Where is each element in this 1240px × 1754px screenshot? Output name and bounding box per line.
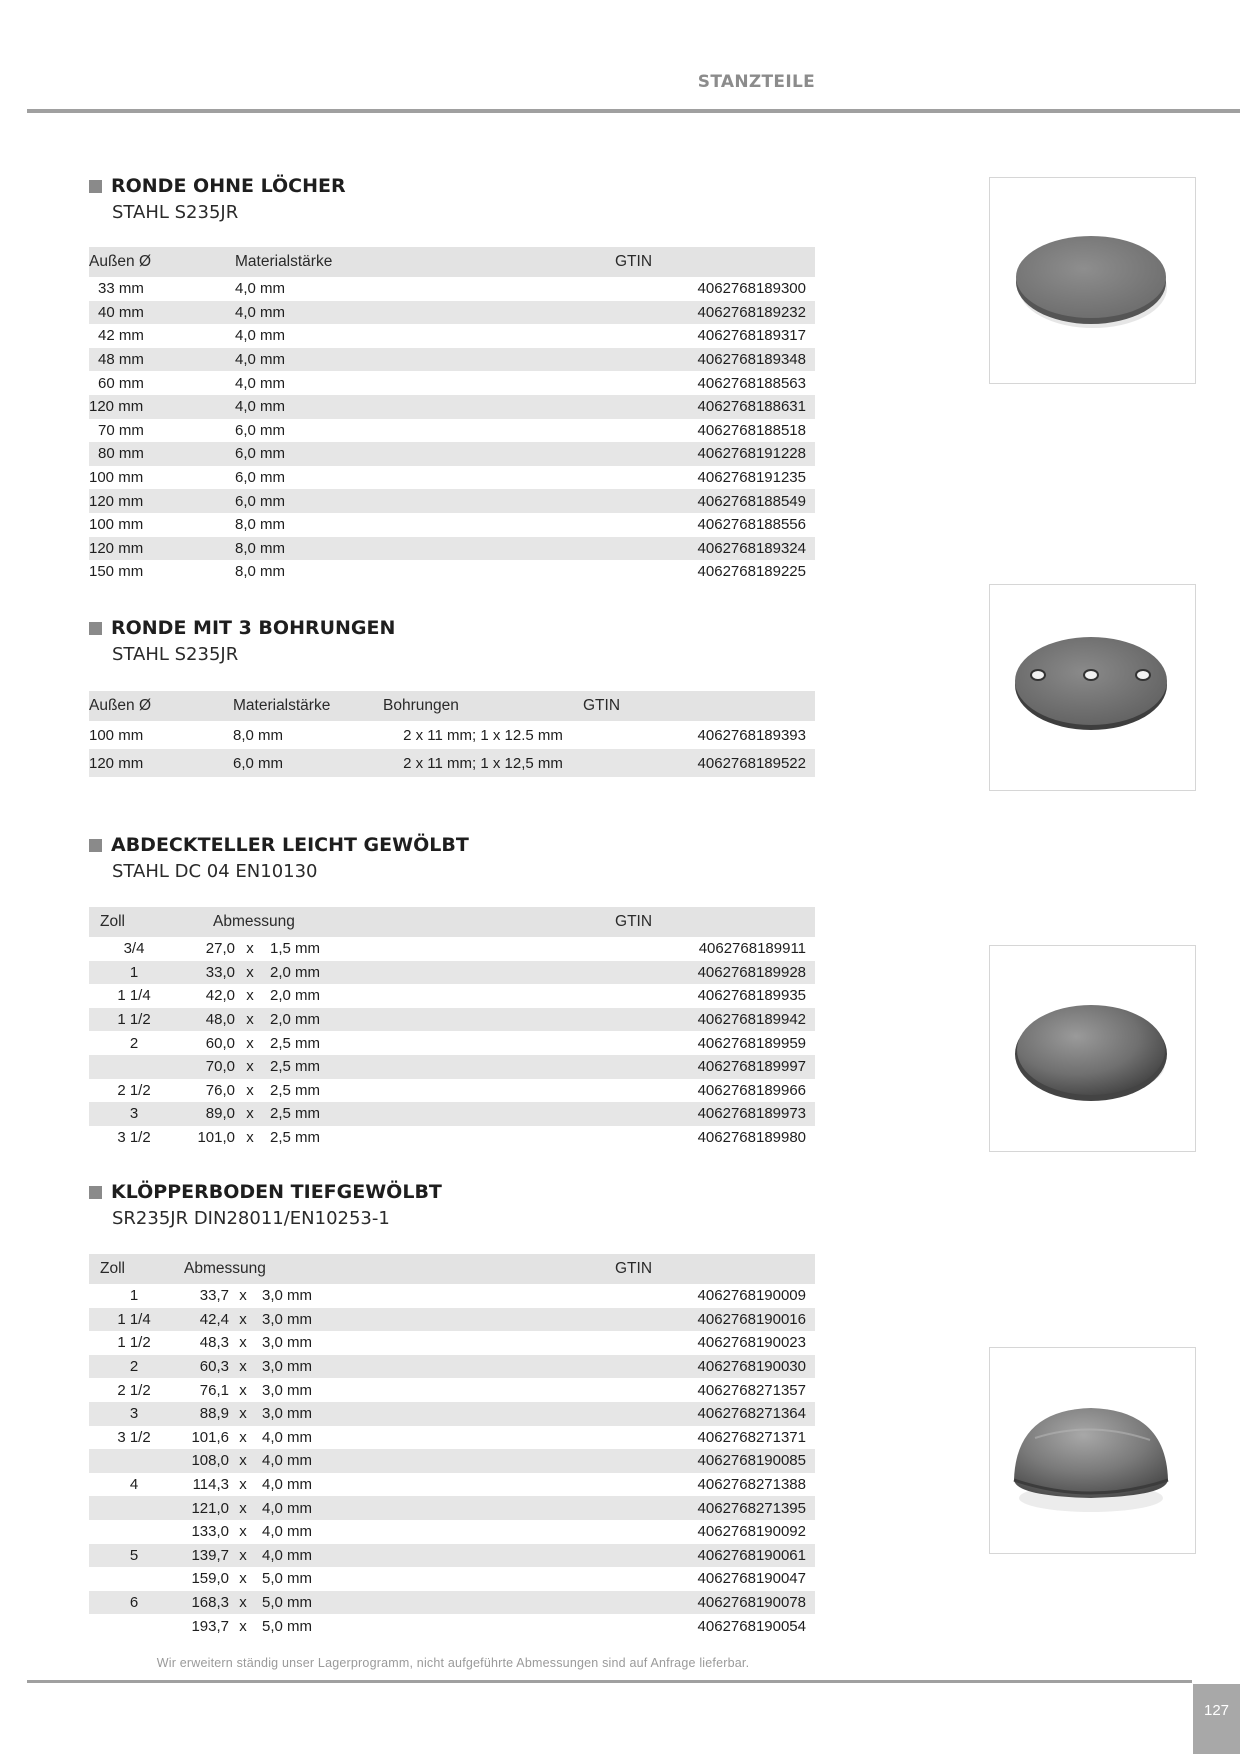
inch-size-cell: 6: [89, 1591, 179, 1615]
diameter-cell: 139,7: [179, 1544, 229, 1568]
domed-cap-image: [990, 946, 1195, 1151]
separator-cell: x: [239, 1334, 247, 1352]
table-row: [89, 1591, 815, 1615]
holes-cell: 2 x 11 mm; 1 x 12,5 mm: [383, 749, 583, 777]
table-row: [89, 1378, 815, 1402]
thickness-cell: 4,0 mm: [235, 327, 286, 345]
thickness-cell: 6,0 mm: [235, 469, 286, 487]
table-row: [89, 1055, 815, 1079]
wall-thickness-cell: 3,0 mm: [257, 1402, 615, 1426]
section-subtitle: STAHL S235JR: [112, 202, 239, 223]
gtin-cell: 4062768271364: [615, 1402, 815, 1426]
gtin-cell: 4062768189959: [697, 1034, 807, 1052]
page-number-box: [1193, 1684, 1240, 1754]
column-header: Abmessung: [179, 907, 615, 937]
inch-size-cell: 2: [129, 1034, 139, 1052]
wall-thickness-cell: 4,0 mm: [262, 1523, 313, 1541]
column-header: Außen Ø: [89, 691, 233, 721]
inch-size-cell: [89, 1520, 179, 1544]
separator-cell: x: [239, 1287, 247, 1305]
table-row: [89, 1008, 815, 1032]
table-row: [89, 1284, 815, 1308]
separator-cell: x: [239, 1523, 247, 1541]
table-row: [89, 937, 815, 961]
wall-thickness-cell: 4,0 mm: [257, 1544, 615, 1568]
product-photo-ronde-mit-bohrungen: [989, 584, 1196, 791]
table-row: [89, 721, 815, 749]
thickness-cell: 6,0 mm: [235, 442, 615, 466]
gtin-cell: 4062768188563: [697, 374, 806, 392]
outer-diameter-cell: 40 mm: [89, 301, 235, 325]
table-row: [89, 961, 815, 985]
wall-thickness-cell: 4,0 mm: [262, 1428, 313, 1446]
inch-size-cell: 1 1/4: [89, 1308, 179, 1332]
table-row: [89, 984, 815, 1008]
page-header-title: STANZTEILE: [697, 72, 815, 92]
separator-cell: x: [246, 987, 254, 1005]
inch-size-cell: 1: [89, 961, 179, 985]
table-row: [89, 1614, 815, 1638]
table-row: [89, 489, 815, 513]
table-row: [89, 513, 815, 537]
section-title: [89, 1180, 442, 1204]
separator-cell: x: [246, 1034, 254, 1052]
data-table: [89, 247, 815, 584]
gtin-cell: 4062768190085: [615, 1449, 815, 1473]
wall-thickness-cell: 1,5 mm: [270, 940, 321, 958]
outer-diameter-cell: 70 mm: [98, 421, 144, 439]
inch-size-cell: 2 1/2: [117, 1381, 151, 1399]
diameter-cell: 101,6: [191, 1428, 229, 1446]
gtin-cell: 4062768189966: [697, 1081, 807, 1099]
section-subtitle: STAHL DC 04 EN10130: [112, 861, 318, 882]
column-header: GTIN: [615, 247, 815, 277]
square-bullet-icon: [89, 622, 102, 635]
separator-cell: x: [229, 1449, 257, 1473]
wall-thickness-cell: 2,5 mm: [270, 1034, 321, 1052]
table-row: [89, 466, 815, 490]
diameter-cell: 42,4: [179, 1308, 229, 1332]
separator-cell: x: [229, 1308, 257, 1332]
gtin-cell: 4062768189980: [697, 1129, 807, 1147]
holes-cell: 2 x 11 mm; 1 x 12.5 mm: [403, 726, 563, 744]
outer-diameter-cell: 48 mm: [89, 348, 235, 372]
table-row: [89, 537, 815, 561]
table-row: [89, 1079, 815, 1103]
footer-note: Wir erweitern ständig unser Lagerprogramm, nicht aufgeführte Abmessungen sind auf Anfrage lieferbar.: [156, 1656, 750, 1670]
inch-size-cell: 4: [129, 1476, 139, 1494]
outer-diameter-cell: 33 mm: [98, 280, 144, 298]
outer-diameter-cell: 100 mm: [89, 516, 144, 534]
table-row: [89, 1126, 815, 1150]
table-row: [89, 395, 815, 419]
separator-cell: x: [239, 1476, 247, 1494]
thickness-cell: 4,0 mm: [235, 301, 615, 325]
wall-thickness-cell: 3,0 mm: [262, 1287, 313, 1305]
diameter-cell: 48,0: [179, 1008, 235, 1032]
section-title-text: RONDE OHNE LÖCHER: [111, 175, 346, 197]
outer-diameter-cell: 80 mm: [89, 442, 235, 466]
wall-thickness-cell: 5,0 mm: [257, 1591, 615, 1615]
inch-size-cell: 3 1/2: [117, 1129, 151, 1147]
data-table: [89, 1254, 815, 1638]
gtin-cell: 4062768189348: [615, 348, 815, 372]
table-header-row: [89, 247, 815, 277]
table-row: [89, 419, 815, 443]
thickness-cell: 6,0 mm: [235, 489, 615, 513]
gtin-cell: 4062768189393: [697, 726, 806, 744]
wall-thickness-cell: 2,0 mm: [265, 1008, 615, 1032]
inch-size-cell: 2 1/2: [117, 1081, 151, 1099]
table-row: [89, 1473, 815, 1497]
thickness-cell: 4,0 mm: [235, 348, 615, 372]
separator-cell: x: [246, 1129, 254, 1147]
diameter-cell: 76,0: [205, 1081, 235, 1099]
wall-thickness-cell: 2,5 mm: [265, 1102, 615, 1126]
plain-disc-image: [990, 178, 1195, 383]
inch-size-cell: 2: [89, 1355, 179, 1379]
diameter-cell: 114,3: [192, 1476, 229, 1494]
thickness-cell: 6,0 mm: [235, 421, 286, 439]
product-photo-kloepperboden: [989, 1347, 1196, 1554]
product-photo-ronde-ohne-loecher: [989, 177, 1196, 384]
gtin-cell: 4062768271388: [697, 1476, 806, 1494]
diameter-cell: 193,7: [191, 1617, 229, 1635]
table-row: [89, 442, 815, 466]
wall-thickness-cell: 2,5 mm: [270, 1081, 321, 1099]
table-row: [89, 1449, 815, 1473]
wall-thickness-cell: 2,5 mm: [270, 1129, 321, 1147]
gtin-cell: 4062768188549: [615, 489, 815, 513]
inch-size-cell: 1 1/2: [117, 1334, 151, 1352]
wall-thickness-cell: 3,0 mm: [262, 1334, 313, 1352]
section-subtitle: SR235JR DIN28011/EN10253-1: [112, 1208, 390, 1229]
thickness-cell: 4,0 mm: [235, 280, 286, 298]
wall-thickness-cell: 4,0 mm: [257, 1496, 615, 1520]
separator-cell: x: [235, 1055, 265, 1079]
table-row: [89, 1520, 815, 1544]
wall-thickness-cell: 3,0 mm: [257, 1355, 615, 1379]
separator-cell: x: [239, 1617, 247, 1635]
gtin-cell: 4062768189324: [615, 537, 815, 561]
diameter-cell: 70,0: [179, 1055, 235, 1079]
separator-cell: x: [239, 1428, 247, 1446]
gtin-cell: 4062768189935: [697, 987, 807, 1005]
gtin-cell: 4062768190061: [615, 1544, 815, 1568]
gtin-cell: 4062768189911: [698, 940, 807, 958]
diameter-cell: 89,0: [179, 1102, 235, 1126]
table-row: [89, 1031, 815, 1055]
square-bullet-icon: [89, 839, 102, 852]
inch-size-cell: 5: [89, 1544, 179, 1568]
inch-size-cell: 3 1/2: [117, 1428, 151, 1446]
gtin-cell: 4062768188556: [697, 516, 806, 534]
outer-diameter-cell: 120 mm: [89, 749, 233, 777]
gtin-cell: 4062768190054: [697, 1617, 806, 1635]
table-row: [89, 1331, 815, 1355]
inch-size-cell: 3: [89, 1102, 179, 1126]
gtin-cell: 4062768188518: [697, 421, 806, 439]
diameter-cell: 60,0: [205, 1034, 235, 1052]
data-table: [89, 691, 815, 777]
section-title: [89, 616, 395, 640]
disc-with-holes-image: [990, 585, 1195, 790]
section-title: [89, 174, 346, 198]
outer-diameter-cell: 120 mm: [89, 489, 235, 513]
gtin-cell: 4062768188631: [615, 395, 815, 419]
diameter-cell: 133,0: [191, 1523, 229, 1541]
inch-size-cell: [89, 1055, 179, 1079]
section-title: [89, 833, 469, 857]
gtin-cell: 4062768191235: [697, 469, 806, 487]
gtin-cell: 4062768271395: [615, 1496, 815, 1520]
inch-size-cell: [89, 1496, 179, 1520]
column-header: Bohrungen: [383, 691, 583, 721]
section-title-text: RONDE MIT 3 BOHRUNGEN: [111, 617, 396, 639]
inch-size-cell: 3: [89, 1402, 179, 1426]
outer-diameter-cell: 60 mm: [98, 374, 144, 392]
diameter-cell: 159,0: [191, 1570, 229, 1588]
inch-size-cell: [89, 1567, 179, 1591]
inch-size-cell: [89, 1449, 179, 1473]
column-header: Zoll: [89, 907, 179, 937]
table-row: [89, 1567, 815, 1591]
gtin-cell: 4062768191228: [615, 442, 815, 466]
wall-thickness-cell: 3,0 mm: [257, 1308, 615, 1332]
wall-thickness-cell: 4,0 mm: [257, 1449, 615, 1473]
thickness-cell: 8,0 mm: [235, 563, 286, 581]
separator-cell: x: [229, 1544, 257, 1568]
table-row: [89, 1308, 815, 1332]
column-header: GTIN: [615, 1254, 815, 1284]
inch-size-cell: [89, 1614, 179, 1638]
gtin-cell: 4062768189928: [615, 961, 815, 985]
table-row: [89, 1544, 815, 1568]
table-row: [89, 348, 815, 372]
separator-cell: x: [235, 961, 265, 985]
gtin-cell: 4062768190092: [697, 1523, 806, 1541]
diameter-cell: 60,3: [179, 1355, 229, 1379]
section-subtitle: STAHL S235JR: [112, 644, 239, 665]
diameter-cell: 33,0: [179, 961, 235, 985]
table-row: [89, 1402, 815, 1426]
table-row: [89, 1355, 815, 1379]
gtin-cell: 4062768189942: [615, 1008, 815, 1032]
wall-thickness-cell: 4,0 mm: [262, 1476, 313, 1494]
inch-size-cell: 1: [129, 1287, 139, 1305]
square-bullet-icon: [89, 1186, 102, 1199]
product-photo-abdeckteller: [989, 945, 1196, 1152]
outer-diameter-cell: 120 mm: [89, 537, 235, 561]
table-header-row: [89, 1254, 815, 1284]
gtin-cell: 4062768190047: [697, 1570, 806, 1588]
wall-thickness-cell: 3,0 mm: [262, 1381, 313, 1399]
separator-cell: x: [235, 1008, 265, 1032]
gtin-cell: 4062768271357: [697, 1381, 806, 1399]
header-divider: [27, 109, 1240, 113]
table-row: [89, 749, 815, 777]
outer-diameter-cell: 42 mm: [98, 327, 144, 345]
gtin-cell: 4062768190030: [615, 1355, 815, 1379]
separator-cell: x: [239, 1381, 247, 1399]
page-number: 127: [1203, 1702, 1230, 1719]
inch-size-cell: 3/4: [123, 940, 145, 958]
column-header: GTIN: [583, 691, 815, 721]
separator-cell: x: [229, 1496, 257, 1520]
gtin-cell: 4062768189997: [615, 1055, 815, 1079]
table-header-row: [89, 691, 815, 721]
diameter-cell: 101,0: [197, 1129, 235, 1147]
inch-size-cell: 1 1/4: [117, 987, 151, 1005]
wall-thickness-cell: 5,0 mm: [262, 1570, 313, 1588]
table-row: [89, 301, 815, 325]
table-row: [89, 324, 815, 348]
diameter-cell: 121,0: [179, 1496, 229, 1520]
diameter-cell: 33,7: [199, 1287, 229, 1305]
diameter-cell: 48,3: [199, 1334, 229, 1352]
diameter-cell: 27,0: [205, 940, 235, 958]
column-header: Materialstärke: [233, 691, 383, 721]
gtin-cell: 4062768189232: [615, 301, 815, 325]
column-header: GTIN: [615, 907, 815, 937]
square-bullet-icon: [89, 180, 102, 193]
table-row: [89, 1426, 815, 1450]
table-row: [89, 1102, 815, 1126]
separator-cell: x: [229, 1402, 257, 1426]
outer-diameter-cell: 120 mm: [89, 395, 235, 419]
gtin-cell: 4062768190009: [697, 1287, 806, 1305]
gtin-cell: 4062768189317: [697, 327, 806, 345]
column-header: Abmessung: [179, 1254, 615, 1284]
wall-thickness-cell: 5,0 mm: [262, 1617, 313, 1635]
wall-thickness-cell: 2,0 mm: [265, 961, 615, 985]
table-row: [89, 277, 815, 301]
deep-dished-head-image: [990, 1348, 1195, 1553]
separator-cell: x: [235, 1102, 265, 1126]
diameter-cell: 76,1: [199, 1381, 229, 1399]
gtin-cell: 4062768189522: [583, 749, 815, 777]
thickness-cell: 4,0 mm: [235, 395, 615, 419]
separator-cell: x: [246, 1081, 254, 1099]
outer-diameter-cell: 100 mm: [89, 469, 144, 487]
column-header: Materialstärke: [235, 247, 615, 277]
section-title-text: KLÖPPERBODEN TIEFGEWÖLBT: [111, 1181, 442, 1203]
separator-cell: x: [246, 940, 254, 958]
table-row: [89, 560, 815, 584]
footer-divider: [27, 1680, 1192, 1683]
column-header: Außen Ø: [89, 247, 235, 277]
diameter-cell: 108,0: [179, 1449, 229, 1473]
inch-size-cell: 1 1/2: [89, 1008, 179, 1032]
gtin-cell: 4062768189225: [697, 563, 806, 581]
thickness-cell: 6,0 mm: [233, 749, 383, 777]
outer-diameter-cell: 150 mm: [89, 563, 144, 581]
thickness-cell: 8,0 mm: [235, 516, 286, 534]
gtin-cell: 4062768271371: [697, 1428, 806, 1446]
data-table: [89, 907, 815, 1149]
separator-cell: x: [229, 1355, 257, 1379]
table-row: [89, 1496, 815, 1520]
wall-thickness-cell: 2,0 mm: [270, 987, 321, 1005]
outer-diameter-cell: 100 mm: [89, 726, 144, 744]
diameter-cell: 42,0: [205, 987, 235, 1005]
separator-cell: x: [239, 1570, 247, 1588]
wall-thickness-cell: 2,5 mm: [265, 1055, 615, 1079]
gtin-cell: 4062768190016: [615, 1308, 815, 1332]
thickness-cell: 4,0 mm: [235, 374, 286, 392]
gtin-cell: 4062768189973: [615, 1102, 815, 1126]
column-header: Zoll: [89, 1254, 179, 1284]
gtin-cell: 4062768190078: [615, 1591, 815, 1615]
table-row: [89, 371, 815, 395]
separator-cell: x: [229, 1591, 257, 1615]
thickness-cell: 8,0 mm: [233, 726, 284, 744]
gtin-cell: 4062768189300: [697, 280, 806, 298]
table-header-row: [89, 907, 815, 937]
thickness-cell: 8,0 mm: [235, 537, 615, 561]
diameter-cell: 88,9: [179, 1402, 229, 1426]
gtin-cell: 4062768190023: [697, 1334, 806, 1352]
diameter-cell: 168,3: [179, 1591, 229, 1615]
section-title-text: ABDECKTELLER LEICHT GEWÖLBT: [111, 834, 469, 856]
